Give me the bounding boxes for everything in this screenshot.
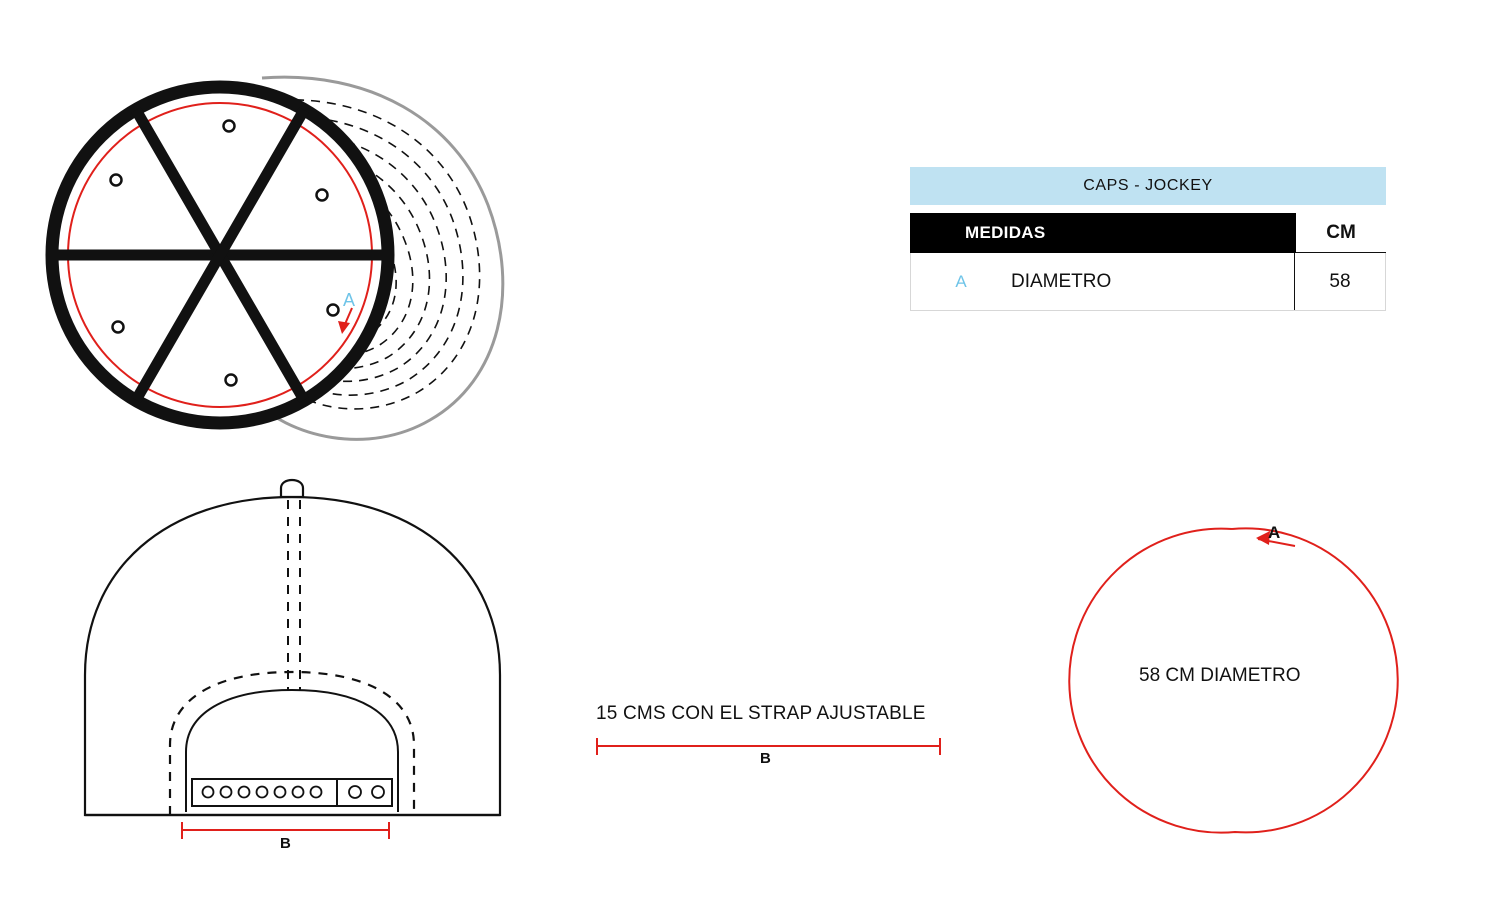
- table-row: [910, 253, 1386, 311]
- table-title: CAPS - JOCKEY: [910, 167, 1386, 205]
- row-letter: A: [955, 271, 967, 291]
- measurements-table: [910, 167, 1386, 311]
- strap-dimension-label-b: B: [760, 750, 771, 767]
- row-value: 58: [1294, 253, 1385, 310]
- diameter-caption: 58 CM DIAMETRO: [1139, 665, 1301, 686]
- table-header-unit: CM: [1296, 213, 1386, 253]
- cap-back-view-diagram: [85, 480, 500, 839]
- row-label: DIAMETRO: [1011, 270, 1112, 292]
- back-view-dimension-label-b: B: [280, 835, 291, 852]
- top-view-label-a: A: [343, 290, 356, 310]
- table-header-measures: MEDIDAS: [910, 213, 1296, 253]
- strap-caption: 15 CMS CON EL STRAP AJUSTABLE: [596, 703, 926, 724]
- circle-label-a: A: [1268, 523, 1281, 542]
- table-header-row: [910, 213, 1386, 253]
